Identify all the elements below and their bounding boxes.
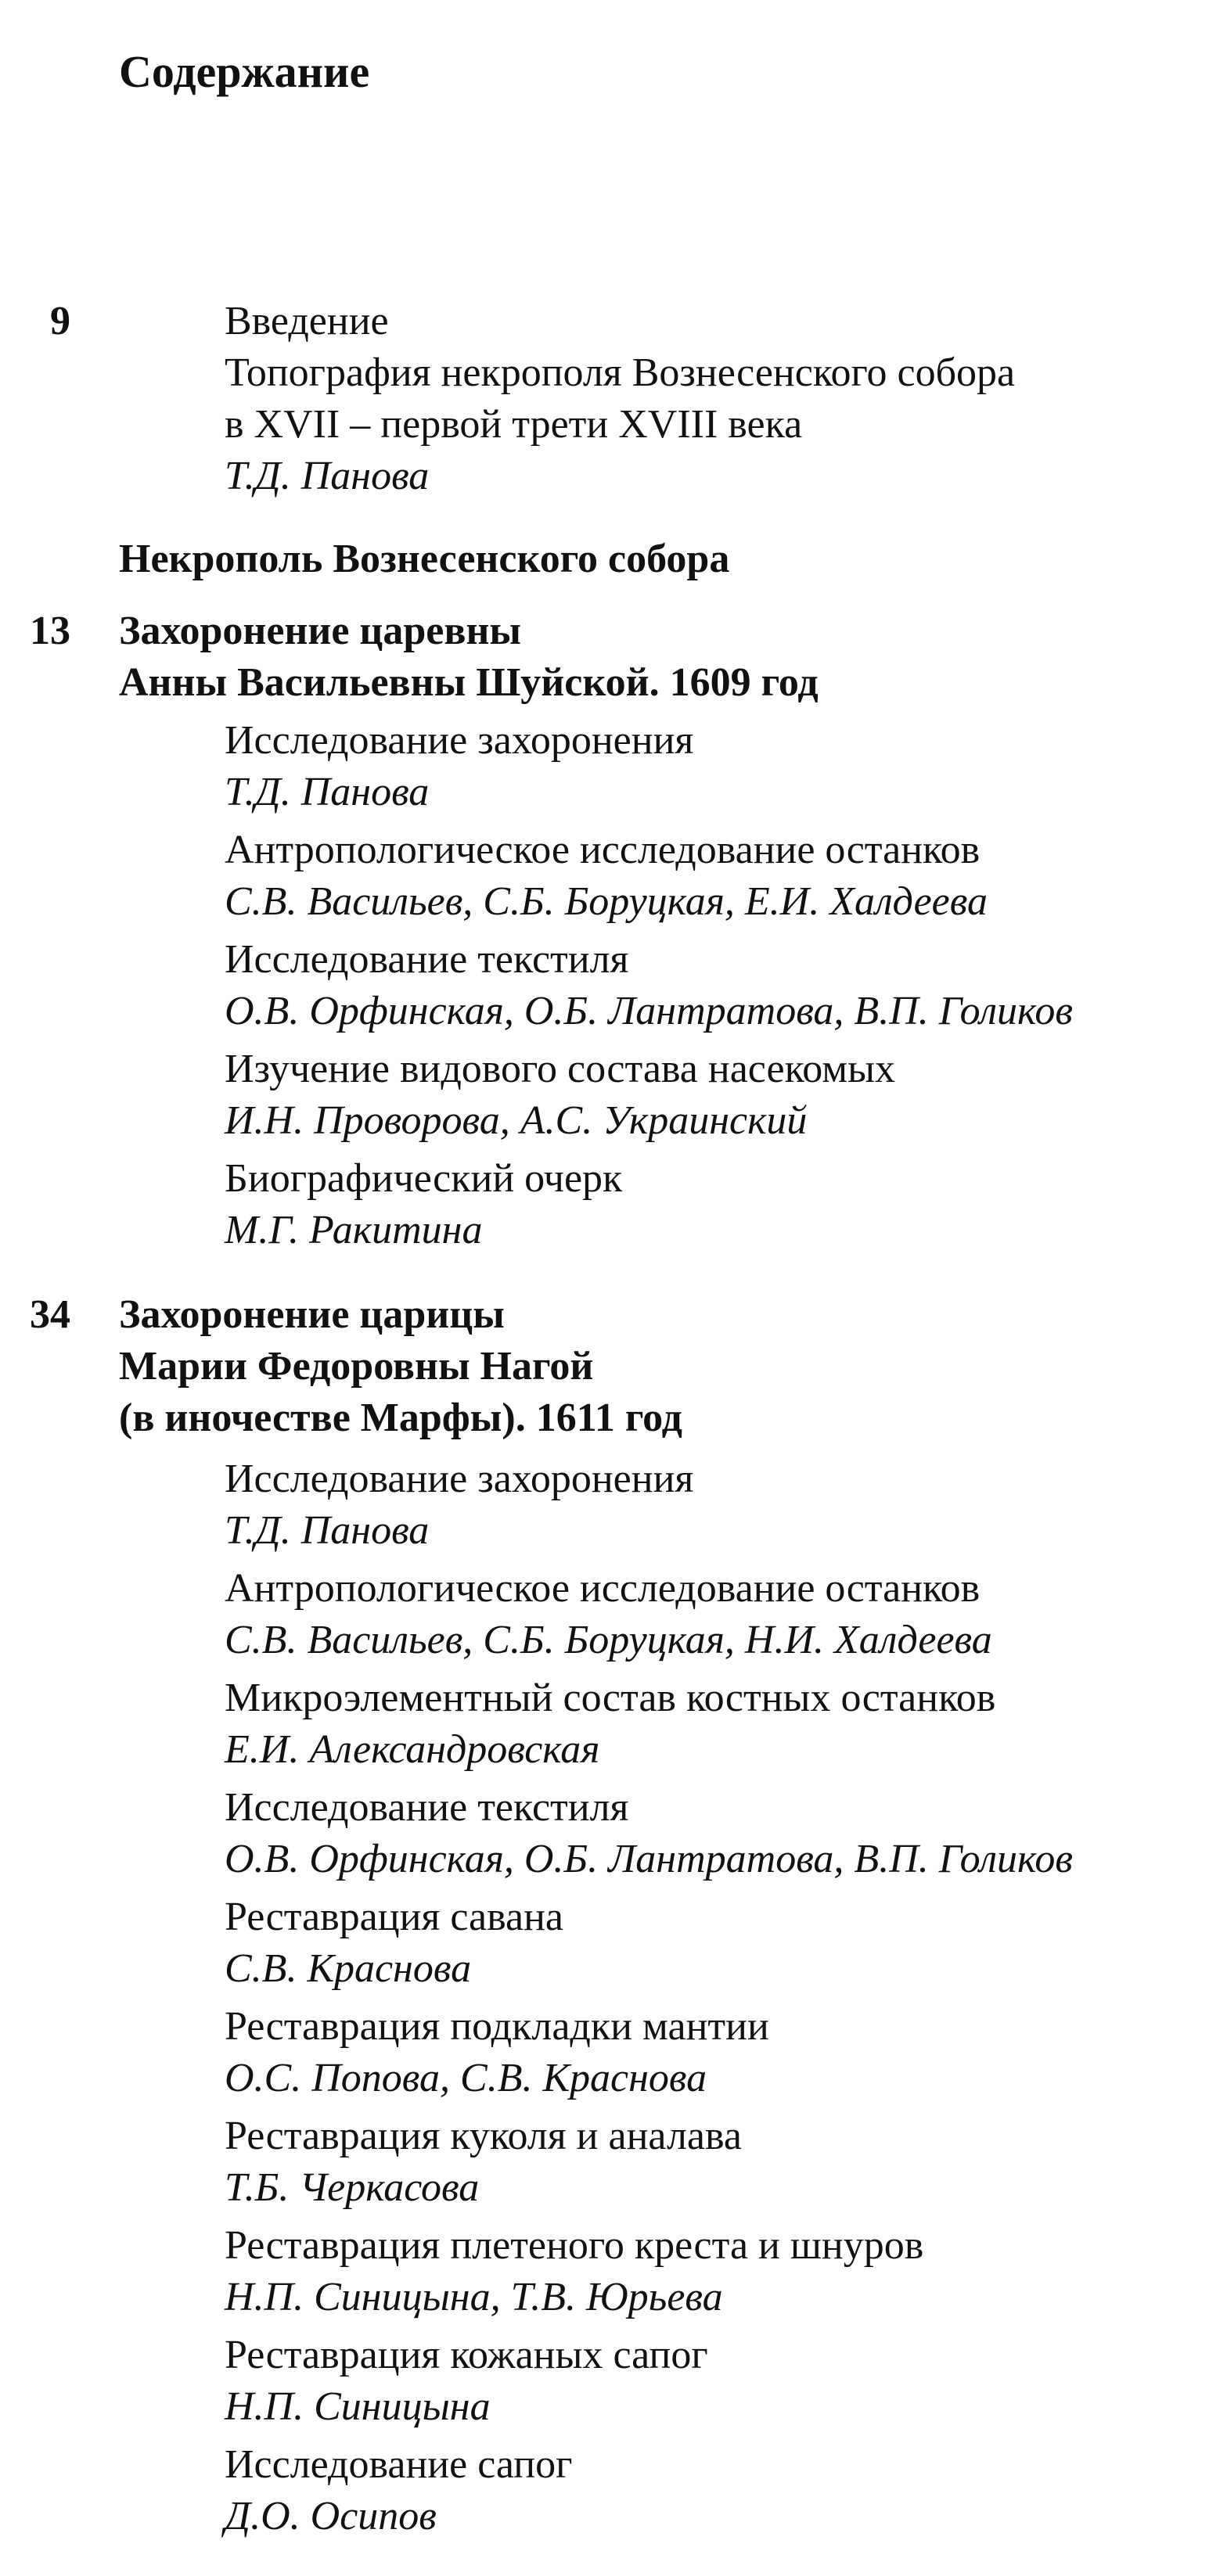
item-title: Исследование текстиля <box>225 1785 629 1830</box>
section-heading: Некрополь Вознесенского собора <box>119 537 730 581</box>
item-authors: Е.И. Александровская <box>225 1727 600 1772</box>
item-authors: С.В. Васильев, С.Б. Боруцкая, Н.И. Халдеева <box>225 1618 992 1662</box>
entry-title-line: Захоронение царицы <box>119 1292 505 1337</box>
page-title: Содержание <box>119 46 370 97</box>
entry-title-line: Анны Васильевны Шуйской. 1609 год <box>119 660 819 705</box>
item-authors: С.В. Краснова <box>225 1946 472 1991</box>
item-authors: Н.П. Синицына <box>225 2384 491 2429</box>
item-authors: Т.Д. Панова <box>225 1508 430 1553</box>
item-title: Микроэлементный состав костных останков <box>225 1676 996 1720</box>
item-authors: Т.Б. Черкасова <box>225 2165 480 2210</box>
item-title: Изучение видового состава насекомых <box>225 1047 896 1091</box>
item-title: Реставрация куколя и аналава <box>225 2114 742 2158</box>
item-authors: Н.П. Синицына, Т.В. Юрьева <box>225 2275 723 2319</box>
item-authors: О.В. Орфинская, О.Б. Лантратова, В.П. Голиков <box>225 989 1073 1033</box>
entry-title-line: в XVII – первой трети XVIII века <box>225 402 803 447</box>
page-number: 34 <box>30 1292 70 1337</box>
item-authors: Т.Д. Панова <box>225 770 430 814</box>
entry-title-line: Топография некрополя Вознесенского собора <box>225 350 1016 395</box>
item-title: Реставрация кожаных сапог <box>225 2333 708 2377</box>
entry-title-line: (в иночестве Марфы). 1611 год <box>119 1396 682 1440</box>
item-title: Реставрация подкладки мантии <box>225 2004 769 2049</box>
entry-heading: Введение <box>225 299 389 343</box>
item-title: Исследование сапог <box>225 2442 573 2487</box>
entry-author: Т.Д. Панова <box>225 454 430 498</box>
item-title: Исследование захоронения <box>225 718 694 763</box>
item-authors: Д.О. Осипов <box>225 2494 437 2538</box>
item-authors: М.Г. Ракитина <box>225 1208 483 1252</box>
item-authors: О.В. Орфинская, О.Б. Лантратова, В.П. Голиков <box>225 1837 1073 1881</box>
item-title: Исследование захоронения <box>225 1457 694 1501</box>
item-title: Реставрация плетеного креста и шнуров <box>225 2223 924 2268</box>
item-title: Антропологическое исследование останков <box>225 1566 981 1611</box>
item-title: Антропологическое исследование останков <box>225 828 981 872</box>
item-authors: О.С. Попова, С.В. Краснова <box>225 2056 707 2100</box>
item-authors: С.В. Васильев, С.Б. Боруцкая, Е.И. Халдеева <box>225 879 988 924</box>
entry-title-line: Захоронение царевны <box>119 609 522 653</box>
page-number: 9 <box>50 299 70 343</box>
item-title: Реставрация савана <box>225 1895 563 1939</box>
page-number: 13 <box>30 609 70 653</box>
entry-title-line: Марии Федоровны Нагой <box>119 1344 594 1389</box>
item-title: Исследование текстиля <box>225 937 629 982</box>
item-authors: И.Н. Проворова, А.С. Украинский <box>225 1098 808 1143</box>
item-title: Биографический очерк <box>225 1156 623 1201</box>
